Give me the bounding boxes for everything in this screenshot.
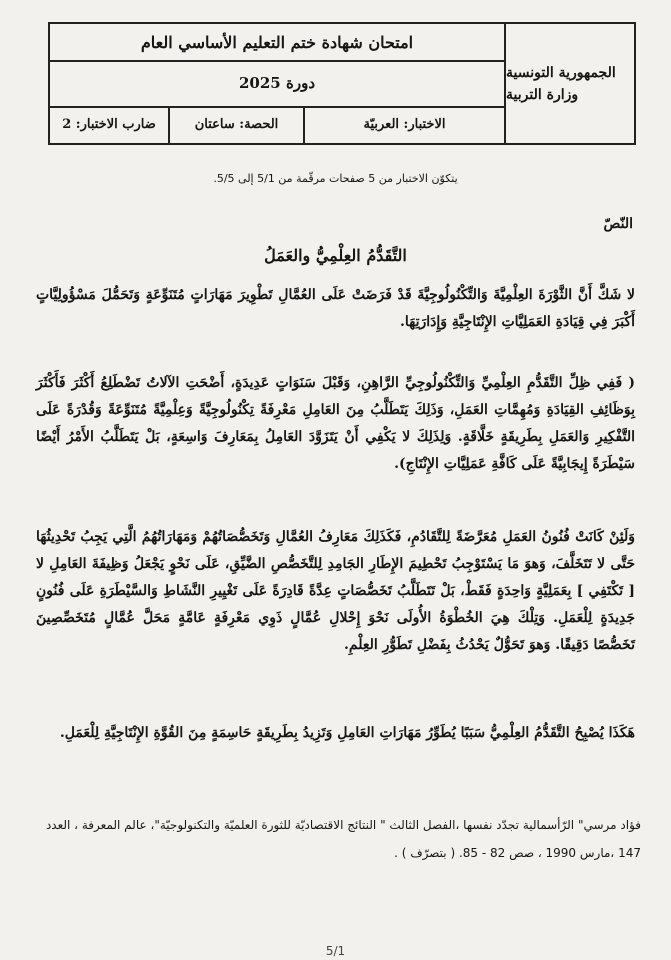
article-title: التَّقَدُّمُ العِلْمِيُّ والعَمَلُ bbox=[264, 246, 407, 265]
source-line-2: 147 ،مارس 1990 ، صص 82 - 85. ( بتصرّف ) . bbox=[394, 846, 641, 860]
ministry-label: وزارة التربية bbox=[506, 86, 579, 103]
exam-session: دورة 2025 bbox=[239, 74, 315, 92]
exam-title-row bbox=[50, 24, 504, 62]
paragraph-1: لا شَكَّ أَنَّ الثَّوْرَةَ العِلْمِيَّةَ وَالتِّكْنُولُوجِيَّةَ قَدْ فَرَضَتْ عَلَى العُمَّالِ تَطْوِيرَ مَهَارَاتٍ مُتَنَوِّعَةٍ وَتَحَمُّلَ مَسْؤُولِيَّاتٍ أَكْبَرَ فِي قِيَادَةِ العَمَلِيَّاتِ الإِنْتَاجِيَّةِ وَإِدَارَتِهَا. bbox=[36, 287, 635, 330]
exam-title: امتحان شهادة ختم التعليم الأساسي العام bbox=[140, 32, 414, 52]
paragraph-4: هَكَذَا يُصْبِحُ التَّقَدُّمُ العِلْمِيُّ سَبَبًا يُطَوِّرُ مَهَارَاتِ العَامِلِ وَتَزِيدُ بِطَرِيقَةٍ حَاسِمَةٍ مِنَ القُوَّةِ الإِنْتَاجِيَّةِ لِلْعَمَلِ. bbox=[59, 725, 635, 741]
exam-info bbox=[50, 24, 504, 143]
exam-details-row bbox=[50, 106, 504, 143]
session-row bbox=[50, 60, 504, 108]
paragraph-3: وَلَئِنْ كَانَتْ فُنُونُ العَمَلِ مُعَرَّضَةً لِلتَّقَادُمِ، فَكَذَلِكَ مَعَارِفُ العُمَّالِ وَتَخَصُّصَاتُهُمْ وَمَهَارَاتُهُمُ الَّتِي يَجِبُ تَحْدِيثُهَا حَتَّى لا تَتَخَلَّفَ، وَهوَ مَا يَسْتَوْجِبُ تَحْطِيمَ الإِطَارِ الجَامِدِ لِلتَّخَصُّصِ الضَّيِّقِ، عَلَى نَحْوٍ يَجْعَلُ وَظِيفَةَ العَامِلِ لا [ تَكْتَفِي ] بِعَمَلِيَّةٍ وَاحِدَةٍ فَقَطْ، بَلْ تَتَطَلَّبُ تَخَصُّصَاتٍ عِدَّةً قَادِرَةً عَلَى تَغْيِيرِ النَّشَاطِ وَالسَّيْطَرَةِ عَلَى فُنُونٍ جَدِيدَةٍ لِلْعَمَلِ. وَتِلْكَ هِيَ الخُطْوَةُ الأُولَى نَحْوَ إِحْلالِ عُمَّالٍ ذَوِي مَعْرِفَةٍ عَامَّةٍ مَحَلَّ عُمَّالٍ مُتَخَصِّصِينَ تَخَصُّصًا دَقِيقًا. وَهوَ تَحَوُّلٌ يَحْدُثُ بِفَضْلِ تَطَوُّرِ العِلْمِ. bbox=[36, 529, 635, 653]
pages-note: يتكوّن الاختبار من 5 صفحات مرقّمة من 5/1 إلى 5/5. bbox=[213, 172, 458, 185]
exam-coefficient: ضارب الاختبار: 2 bbox=[62, 117, 156, 132]
source-line-1: فؤاد مرسي" الرّأسمالية تجدّد نفسها ،الفصل الثالث " النتائج الاقتصاديّة للثورة العلميّة والتكنولوجيّة"، عالم المعرفة ، العدد bbox=[45, 818, 641, 832]
exam-duration: الحصة: ساعتان bbox=[168, 106, 303, 143]
ministry-block bbox=[504, 24, 634, 143]
section-label: النّصّ bbox=[603, 216, 633, 232]
republic-label: الجمهورية التونسية bbox=[506, 64, 616, 81]
paragraph-2: ( فَفِي ظِلِّ التَّقَدُّمِ العِلْمِيِّ وَالتِّكْنُولُوجِيِّ الرَّاهِنِ، وَقَبْلَ سَنَوَاتٍ عَدِيدَةٍ، أَضْحَتِ الآلاتُ تَضْطَلِعُ أَكْثَرَ فَأَكْثَرَ بِوَظَائِفِ القِيَادَةِ وَمُهِمَّاتِ العَمَلِ، وَذَلِكَ يَتَطَلَّبُ مِنَ العَامِلِ مَعْرِفَةً تِكْنُولُوجِيَّةً وَعِلْمِيَّةً مُتَنَوِّعَةً وَقُدْرَةً عَلَى التَّفْكِيرِ وَالعَمَلِ بِطَرِيقَةٍ خَلَّاقَةٍ. وَلِذَلِكَ لا يَكْفِي أَنْ يَتَزَوَّدَ العَامِلُ بِمَعَارِفَ وَاسِعَةٍ، بَلْ يَتَطَلَّبُ الأَمْرُ أَيْضًا سَيْطَرَةً إِيجَابِيَّةً عَلَى كَافَّةِ عَمَلِيَّاتِ الإِنْتَاجِ). bbox=[36, 375, 635, 472]
exam-header-table bbox=[48, 22, 636, 145]
page-number: 5/1 bbox=[325, 944, 346, 958]
exam-subject: الاختبار: العربيّة bbox=[303, 106, 504, 143]
